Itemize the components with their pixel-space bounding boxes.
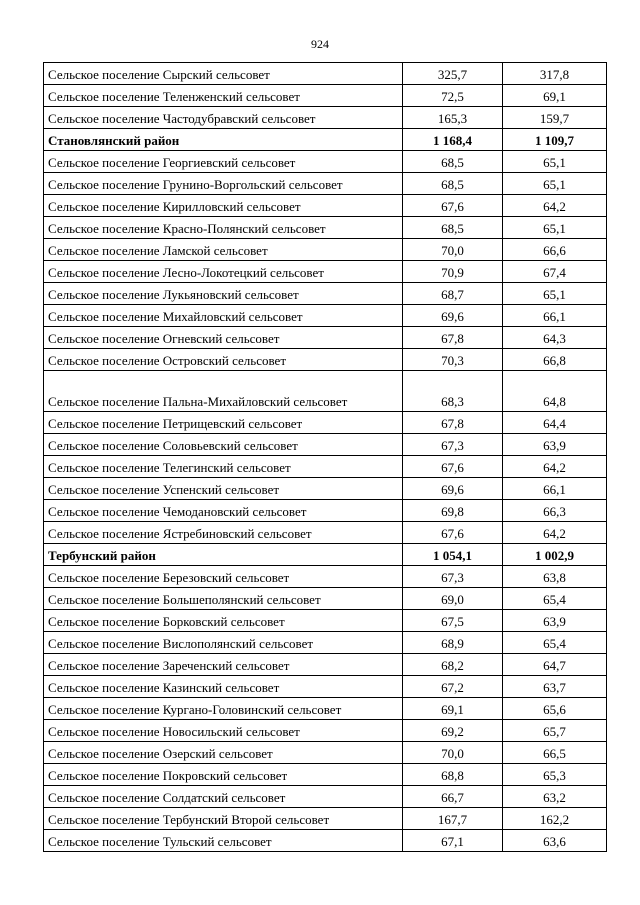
value-2-cell: 1 002,9: [503, 544, 607, 566]
value-2-cell: 66,6: [503, 239, 607, 261]
value-1-cell: 68,5: [403, 217, 503, 239]
settlement-name-cell: Сельское поселение Огневский сельсовет: [44, 327, 403, 349]
value-2-cell: 64,8: [503, 371, 607, 412]
table-row: [44, 742, 607, 764]
value-2-cell: 64,4: [503, 412, 607, 434]
settlement-name-cell: Сельское поселение Пальна-Михайловский сельсовет: [44, 371, 403, 412]
settlement-name-cell: Сельское поселение Грунино-Воргольский сельсовет: [44, 173, 403, 195]
value-1-cell: 68,3: [403, 371, 503, 412]
value-2-cell: 66,1: [503, 305, 607, 327]
value-2-cell: 65,1: [503, 173, 607, 195]
table-row: [44, 305, 607, 327]
value-1-cell: 67,1: [403, 830, 503, 852]
table-row: [44, 349, 607, 371]
table-row: [44, 588, 607, 610]
value-2-cell: 65,4: [503, 588, 607, 610]
value-2-cell: 64,7: [503, 654, 607, 676]
value-2-cell: 65,4: [503, 632, 607, 654]
table-row: [44, 698, 607, 720]
value-2-cell: 63,6: [503, 830, 607, 852]
settlement-name-cell: Сельское поселение Тербунский Второй сельсовет: [44, 808, 403, 830]
value-1-cell: 69,8: [403, 500, 503, 522]
settlement-name-cell: Сельское поселение Соловьевский сельсовет: [44, 434, 403, 456]
table-row: [44, 808, 607, 830]
settlement-name-cell: Сельское поселение Ястребиновский сельсовет: [44, 522, 403, 544]
district-row: [44, 129, 607, 151]
value-2-cell: 66,3: [503, 500, 607, 522]
value-2-cell: 162,2: [503, 808, 607, 830]
value-1-cell: 72,5: [403, 85, 503, 107]
settlement-name-cell: Сельское поселение Кургано-Головинский сельсовет: [44, 698, 403, 720]
settlement-name-cell: Сельское поселение Успенский сельсовет: [44, 478, 403, 500]
value-2-cell: 64,2: [503, 522, 607, 544]
settlement-name-cell: Сельское поселение Ламской сельсовет: [44, 239, 403, 261]
page-number: 924: [311, 37, 329, 51]
settlement-name-cell: Сельское поселение Чемодановский сельсовет: [44, 500, 403, 522]
value-2-cell: 69,1: [503, 85, 607, 107]
table-row: [44, 261, 607, 283]
table-row: [44, 522, 607, 544]
settlement-name-cell: Сельское поселение Островский сельсовет: [44, 349, 403, 371]
table-row: [44, 500, 607, 522]
settlement-name-cell: Сельское поселение Борковский сельсовет: [44, 610, 403, 632]
table-row: [44, 217, 607, 239]
value-2-cell: 63,2: [503, 786, 607, 808]
settlement-name-cell: Сельское поселение Тульский сельсовет: [44, 830, 403, 852]
value-1-cell: 70,3: [403, 349, 503, 371]
settlement-name-cell: Сельское поселение Телегинский сельсовет: [44, 456, 403, 478]
table-row: [44, 283, 607, 305]
value-1-cell: 67,6: [403, 456, 503, 478]
value-1-cell: 325,7: [403, 63, 503, 85]
settlement-name-cell: Сельское поселение Озерский сельсовет: [44, 742, 403, 764]
value-2-cell: 64,3: [503, 327, 607, 349]
settlement-name-cell: Сельское поселение Петрищевский сельсовет: [44, 412, 403, 434]
value-1-cell: 167,7: [403, 808, 503, 830]
value-2-cell: 65,7: [503, 720, 607, 742]
value-1-cell: 70,9: [403, 261, 503, 283]
table-row: [44, 786, 607, 808]
settlement-name-cell: Становлянский район: [44, 129, 403, 151]
table-row: [44, 239, 607, 261]
table-body: [44, 63, 607, 852]
table-row: [44, 412, 607, 434]
settlement-name-cell: Сельское поселение Новосильский сельсовет: [44, 720, 403, 742]
district-row: [44, 544, 607, 566]
settlement-name-cell: Сельское поселение Красно-Полянский сельсовет: [44, 217, 403, 239]
value-1-cell: 67,3: [403, 434, 503, 456]
allocation-table: [43, 62, 607, 852]
settlement-name-cell: Сельское поселение Казинский сельсовет: [44, 676, 403, 698]
value-1-cell: 1 168,4: [403, 129, 503, 151]
value-2-cell: 159,7: [503, 107, 607, 129]
value-2-cell: 65,1: [503, 151, 607, 173]
table-row: [44, 478, 607, 500]
value-1-cell: 66,7: [403, 786, 503, 808]
value-2-cell: 65,6: [503, 698, 607, 720]
settlement-name-cell: Сельское поселение Вислополянский сельсовет: [44, 632, 403, 654]
value-2-cell: 1 109,7: [503, 129, 607, 151]
settlement-name-cell: Сельское поселение Большеполянский сельсовет: [44, 588, 403, 610]
value-1-cell: 68,5: [403, 173, 503, 195]
settlement-name-cell: Сельское поселение Лесно-Локотецкий сельсовет: [44, 261, 403, 283]
value-1-cell: 67,6: [403, 522, 503, 544]
value-1-cell: 69,1: [403, 698, 503, 720]
value-2-cell: 64,2: [503, 195, 607, 217]
value-2-cell: 66,8: [503, 349, 607, 371]
settlement-name-cell: Тербунский район: [44, 544, 403, 566]
value-1-cell: 69,6: [403, 478, 503, 500]
settlement-name-cell: Сельское поселение Сырский сельсовет: [44, 63, 403, 85]
value-2-cell: 66,5: [503, 742, 607, 764]
settlement-name-cell: Сельское поселение Березовский сельсовет: [44, 566, 403, 588]
table-row: [44, 566, 607, 588]
table-row: [44, 610, 607, 632]
table-row: [44, 85, 607, 107]
value-1-cell: 68,7: [403, 283, 503, 305]
settlement-name-cell: Сельское поселение Георгиевский сельсовет: [44, 151, 403, 173]
value-2-cell: 65,3: [503, 764, 607, 786]
table-row: [44, 371, 607, 412]
value-1-cell: 70,0: [403, 239, 503, 261]
value-1-cell: 68,2: [403, 654, 503, 676]
value-1-cell: 70,0: [403, 742, 503, 764]
table-row: [44, 151, 607, 173]
settlement-name-cell: Сельское поселение Теленженский сельсовет: [44, 85, 403, 107]
value-1-cell: 69,6: [403, 305, 503, 327]
table-row: [44, 456, 607, 478]
table-row: [44, 327, 607, 349]
settlement-name-cell: Сельское поселение Солдатский сельсовет: [44, 786, 403, 808]
table-row: [44, 63, 607, 85]
value-2-cell: 63,9: [503, 610, 607, 632]
value-2-cell: 66,1: [503, 478, 607, 500]
value-2-cell: 64,2: [503, 456, 607, 478]
value-1-cell: 165,3: [403, 107, 503, 129]
value-2-cell: 63,9: [503, 434, 607, 456]
table-row: [44, 173, 607, 195]
value-1-cell: 69,2: [403, 720, 503, 742]
table-row: [44, 195, 607, 217]
value-1-cell: 67,8: [403, 327, 503, 349]
value-2-cell: 65,1: [503, 283, 607, 305]
settlement-name-cell: Сельское поселение Михайловский сельсовет: [44, 305, 403, 327]
value-1-cell: 68,5: [403, 151, 503, 173]
value-2-cell: 65,1: [503, 217, 607, 239]
value-2-cell: 63,7: [503, 676, 607, 698]
value-2-cell: 63,8: [503, 566, 607, 588]
settlement-name-cell: Сельское поселение Покровский сельсовет: [44, 764, 403, 786]
value-1-cell: 68,9: [403, 632, 503, 654]
table-row: [44, 654, 607, 676]
table-row: [44, 764, 607, 786]
table-row: [44, 830, 607, 852]
value-1-cell: 69,0: [403, 588, 503, 610]
settlement-name-cell: Сельское поселение Кирилловский сельсовет: [44, 195, 403, 217]
value-1-cell: 67,6: [403, 195, 503, 217]
value-2-cell: 67,4: [503, 261, 607, 283]
table-row: [44, 107, 607, 129]
table-row: [44, 676, 607, 698]
value-1-cell: 67,8: [403, 412, 503, 434]
table-row: [44, 632, 607, 654]
value-1-cell: 67,3: [403, 566, 503, 588]
table-row: [44, 434, 607, 456]
settlement-name-cell: Сельское поселение Лукьяновский сельсовет: [44, 283, 403, 305]
value-1-cell: 1 054,1: [403, 544, 503, 566]
value-1-cell: 67,2: [403, 676, 503, 698]
settlement-name-cell: Сельское поселение Частодубравский сельсовет: [44, 107, 403, 129]
value-1-cell: 67,5: [403, 610, 503, 632]
settlement-name-cell: Сельское поселение Зареченский сельсовет: [44, 654, 403, 676]
value-2-cell: 317,8: [503, 63, 607, 85]
table-row: [44, 720, 607, 742]
value-1-cell: 68,8: [403, 764, 503, 786]
